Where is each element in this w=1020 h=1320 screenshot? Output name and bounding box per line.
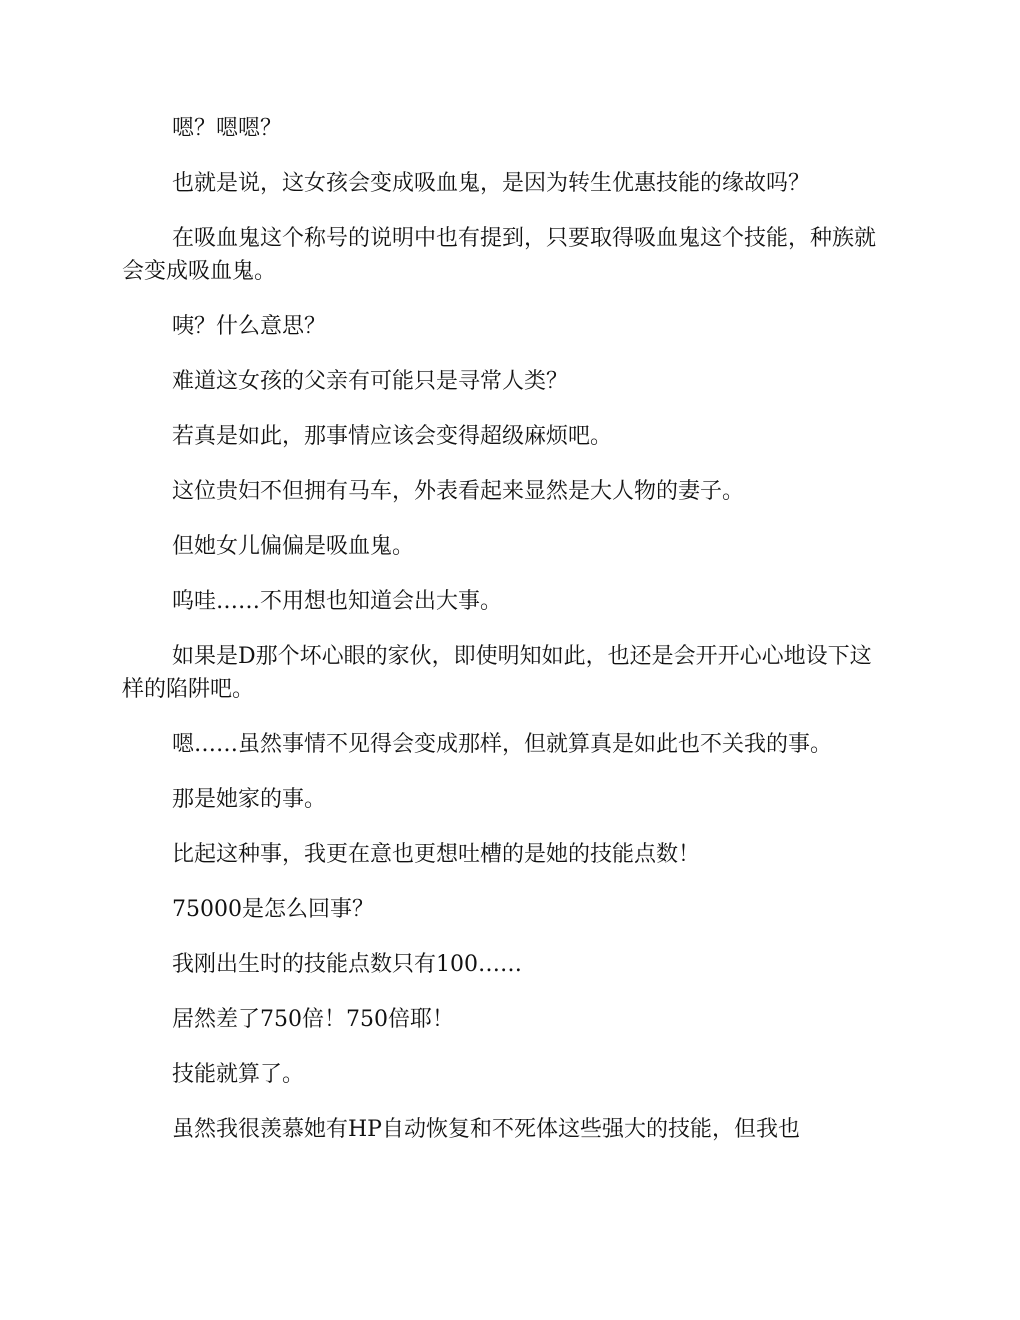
paragraph: 难道这女孩的父亲有可能只是寻常人类？ [172,369,569,394]
paragraph: 居然差了750倍！750倍耶！ [172,1007,454,1032]
paragraph: 若真是如此，那事情应该会变得超级麻烦吧。 [172,424,613,449]
paragraph: 那是她家的事。 [172,787,327,812]
paragraph: 也就是说，这女孩会变成吸血鬼，是因为转生优惠技能的缘故吗？ [172,171,811,196]
paragraph: 咦？什么意思？ [172,314,327,339]
paragraph: 我刚出生时的技能点数只有100…… [172,952,522,977]
paragraph: 75000是怎么回事？ [172,897,374,922]
paragraph: 但她女儿偏偏是吸血鬼。 [172,534,415,559]
paragraph: 比起这种事，我更在意也更想吐槽的是她的技能点数！ [172,842,701,867]
paragraph: 虽然我很羡慕她有HP自动恢复和不死体这些强大的技能，但我也 [172,1117,800,1142]
paragraph: 呜哇……不用想也知道会出大事。 [172,589,503,614]
document-body [122,112,892,1168]
paragraph: 技能就算了。 [172,1062,305,1087]
paragraph: 这位贵妇不但拥有马车，外表看起来显然是大人物的妻子。 [172,479,745,504]
paragraph: 嗯……虽然事情不见得会变成那样，但就算真是如此也不关我的事。 [172,732,833,757]
paragraph: 如果是D那个坏心眼的家伙，即使明知如此，也还是会开开心心地设下这样的陷阱吧。 [122,644,872,702]
paragraph: 在吸血鬼这个称号的说明中也有提到，只要取得吸血鬼这个技能，种族就会变成吸血鬼。 [122,226,877,284]
paragraph: 嗯？嗯嗯？ [172,116,283,141]
